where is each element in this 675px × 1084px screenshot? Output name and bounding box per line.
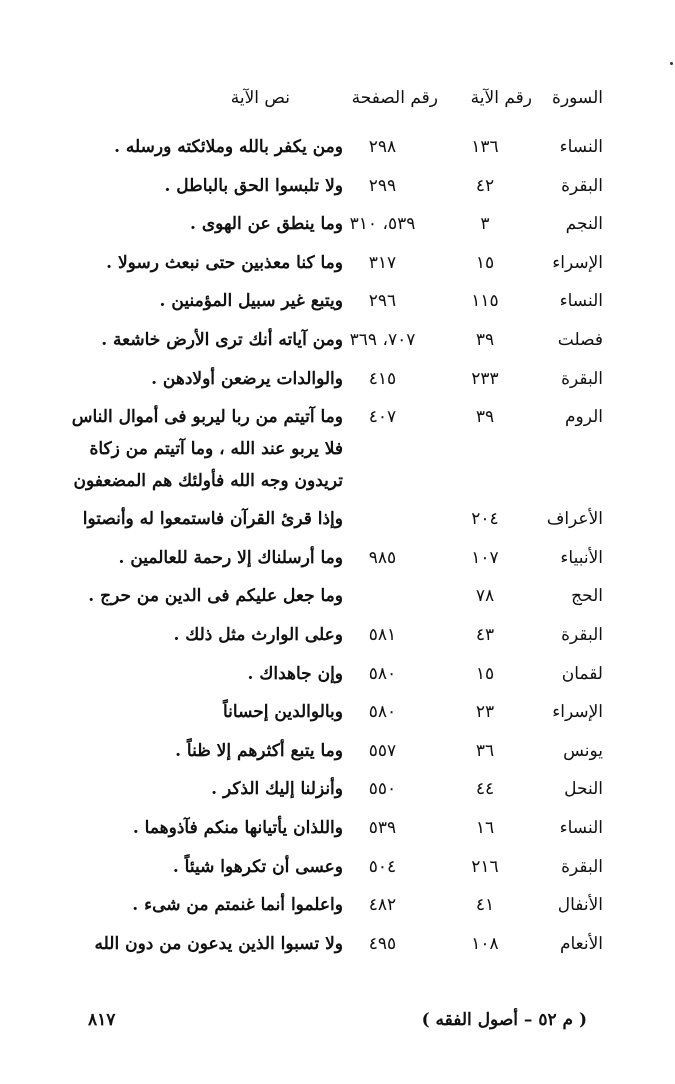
surah-name: الأنعام	[559, 933, 603, 954]
table-row	[0, 401, 675, 503]
surah-name: فصلت	[557, 329, 603, 350]
aya-text	[13, 619, 343, 651]
aya-text-line: وبالوالدين إحساناً	[223, 702, 343, 723]
aya-number: ٢٠٤	[471, 509, 499, 530]
aya-text-line: وعسى أن تكرهوا شيئاً .	[172, 856, 343, 877]
aya-text-line: وعلى الوارث مثل ذلك .	[173, 624, 343, 645]
page-reference: ٢٩٨	[368, 137, 397, 157]
table-row	[0, 812, 675, 851]
aya-text-line: فلا يربو عند الله ، وما آتيتم من زكاة	[89, 439, 343, 460]
aya-text-line: وما أرسلناك إلا رحمة للعالمين .	[118, 547, 343, 568]
aya-text-line: تريدون وجه الله فأولئك هم المضعفون	[73, 471, 343, 492]
aya-text	[13, 696, 343, 728]
page-reference: ٧٠٧، ٣٦٩	[349, 329, 416, 350]
page-number: ٨١٧	[88, 1010, 116, 1030]
page-reference: ٥٠٤	[368, 856, 397, 877]
table-row	[0, 928, 675, 967]
page-reference: ٩٨٥	[368, 547, 397, 568]
aya-text	[13, 285, 343, 317]
footer-signature: ( م ٥٢ – أصول الفقه )	[421, 1010, 587, 1030]
header-aya-text: نص الآية	[230, 88, 290, 108]
page-reference: ٤٩٥	[368, 933, 397, 954]
verse-index-table	[0, 131, 675, 966]
surah-name: الأنبياء	[560, 547, 603, 568]
table-row	[0, 580, 675, 619]
table-row	[0, 658, 675, 697]
table-row	[0, 851, 675, 890]
aya-number: ٤٣	[475, 624, 495, 645]
surah-name: الأعراف	[546, 509, 603, 530]
aya-text	[13, 851, 343, 883]
aya-number: ٢١٦	[471, 856, 499, 877]
table-row	[0, 889, 675, 928]
aya-number: ٧٨	[475, 586, 495, 607]
aya-number: ١٠٧	[471, 547, 499, 568]
page-reference: ٥٨٠	[368, 663, 397, 684]
table-row	[0, 324, 675, 363]
aya-text-line: وما جعل عليكم فى الدين من حرج .	[88, 586, 343, 607]
aya-number: ١٠٨	[471, 933, 499, 954]
aya-number: ٤٤	[475, 779, 495, 800]
page-footer	[0, 1010, 675, 1038]
aya-text-line: وإن جاهداك .	[247, 663, 343, 684]
header-page-number: رقم الصفحة	[351, 88, 438, 108]
table-row	[0, 542, 675, 581]
page-reference: ٣١٧	[368, 252, 397, 273]
aya-number: ٣٩	[475, 329, 495, 350]
aya-number: ٤١	[475, 895, 495, 916]
aya-text-line: وما آتيتم من ربا ليربو فى أموال الناس	[71, 407, 343, 428]
table-row	[0, 131, 675, 170]
page-reference: ٥٨١	[368, 624, 397, 645]
aya-text-line: ومن آياته أنك ترى الأرض خاشعة .	[101, 329, 343, 350]
page-reference: ٤٠٧	[368, 407, 397, 428]
aya-text-line: والوالدات يرضعن أولادهن .	[151, 368, 343, 389]
table-row	[0, 503, 675, 542]
aya-number: ٤٢	[475, 175, 495, 196]
table-row	[0, 247, 675, 286]
table-row	[0, 363, 675, 402]
page-reference: ٢٩٦	[368, 291, 397, 312]
table-row	[0, 696, 675, 735]
table-row	[0, 773, 675, 812]
aya-text	[13, 131, 343, 163]
surah-name: النساء	[559, 817, 603, 838]
aya-text-line: ولا تلبسوا الحق بالباطل .	[164, 175, 343, 196]
aya-text-line: وإذا قرئ القرآن فاستمعوا له وأنصتوا	[82, 509, 343, 530]
surah-name: البقرة	[561, 856, 603, 877]
aya-number: ١٥	[475, 252, 495, 273]
surah-name: الروم	[564, 407, 603, 428]
aya-text	[13, 812, 343, 844]
aya-text	[13, 208, 343, 240]
page-reference: ٥٥٠	[368, 779, 397, 800]
aya-number: ١٣٦	[471, 137, 499, 157]
aya-text-line: ومن يكفر بالله وملائكته ورسله .	[114, 137, 343, 157]
aya-number: ٢٣٣	[471, 368, 499, 389]
surah-name: البقرة	[561, 368, 603, 389]
aya-text	[13, 889, 343, 921]
aya-text-line: واللذان يأتيانها منكم فآذوهما .	[132, 817, 343, 838]
aya-text-line: وما ينطق عن الهوى .	[190, 214, 343, 235]
aya-text	[13, 658, 343, 690]
aya-text-line: وما كنا معذبين حتى نبعث رسولا .	[106, 252, 343, 273]
aya-text	[13, 542, 343, 574]
aya-text-line: ولا تسبوا الذين يدعون من دون الله	[94, 933, 343, 954]
aya-text-line: واعلموا أنما غنمتم من شىء .	[132, 895, 343, 916]
aya-text	[13, 503, 343, 535]
table-row	[0, 208, 675, 247]
aya-text	[13, 928, 343, 960]
aya-text	[13, 170, 343, 202]
surah-name: النجم	[565, 214, 603, 235]
aya-number: ١١٥	[471, 291, 499, 312]
page-reference: ٥٣٩	[368, 817, 397, 838]
aya-text	[13, 324, 343, 356]
aya-text	[13, 247, 343, 279]
aya-text-line: وأنزلنا إليك الذكر .	[211, 779, 343, 800]
aya-number: ٢٣	[475, 702, 495, 723]
aya-text	[13, 773, 343, 805]
header-aya-number: رقم الآية	[470, 88, 532, 108]
surah-name: البقرة	[561, 175, 603, 196]
aya-number: ٣	[480, 214, 490, 235]
aya-number: ١٥	[475, 663, 495, 684]
surah-name: النساء	[559, 291, 603, 312]
surah-name: الإسراء	[552, 252, 603, 273]
aya-number: ٣٦	[475, 740, 495, 761]
page-reference: ٢٩٩	[368, 175, 397, 196]
surah-name: الحج	[571, 586, 603, 607]
table-row	[0, 170, 675, 209]
page-reference: ٥٥٧	[368, 740, 397, 761]
table-row	[0, 735, 675, 774]
surah-name: يونس	[563, 740, 603, 761]
page-reference: ٤٨٢	[368, 895, 397, 916]
scan-speck	[670, 62, 673, 65]
table-header	[0, 88, 675, 118]
aya-number: ١٦	[475, 817, 495, 838]
table-row	[0, 619, 675, 658]
page-reference: ٥٨٠	[368, 702, 397, 723]
aya-number: ٣٩	[475, 407, 495, 428]
surah-name: الأنفال	[557, 895, 603, 916]
aya-text	[13, 580, 343, 612]
surah-name: البقرة	[561, 624, 603, 645]
table-row	[0, 285, 675, 324]
page-reference: ٥٣٩، ٣١٠	[349, 214, 416, 235]
aya-text	[13, 401, 343, 497]
surah-name: لقمان	[561, 663, 603, 684]
aya-text-line: وما يتبع أكثرهم إلا ظناً .	[175, 740, 343, 761]
aya-text	[13, 735, 343, 767]
aya-text-line: ويتبع غير سبيل المؤمنين .	[159, 291, 343, 312]
surah-name: الإسراء	[552, 702, 603, 723]
aya-text	[13, 363, 343, 395]
page-reference: ٤١٥	[368, 368, 397, 389]
header-surah: السورة	[552, 88, 603, 108]
surah-name: النحل	[564, 779, 603, 800]
surah-name: النساء	[559, 137, 603, 157]
